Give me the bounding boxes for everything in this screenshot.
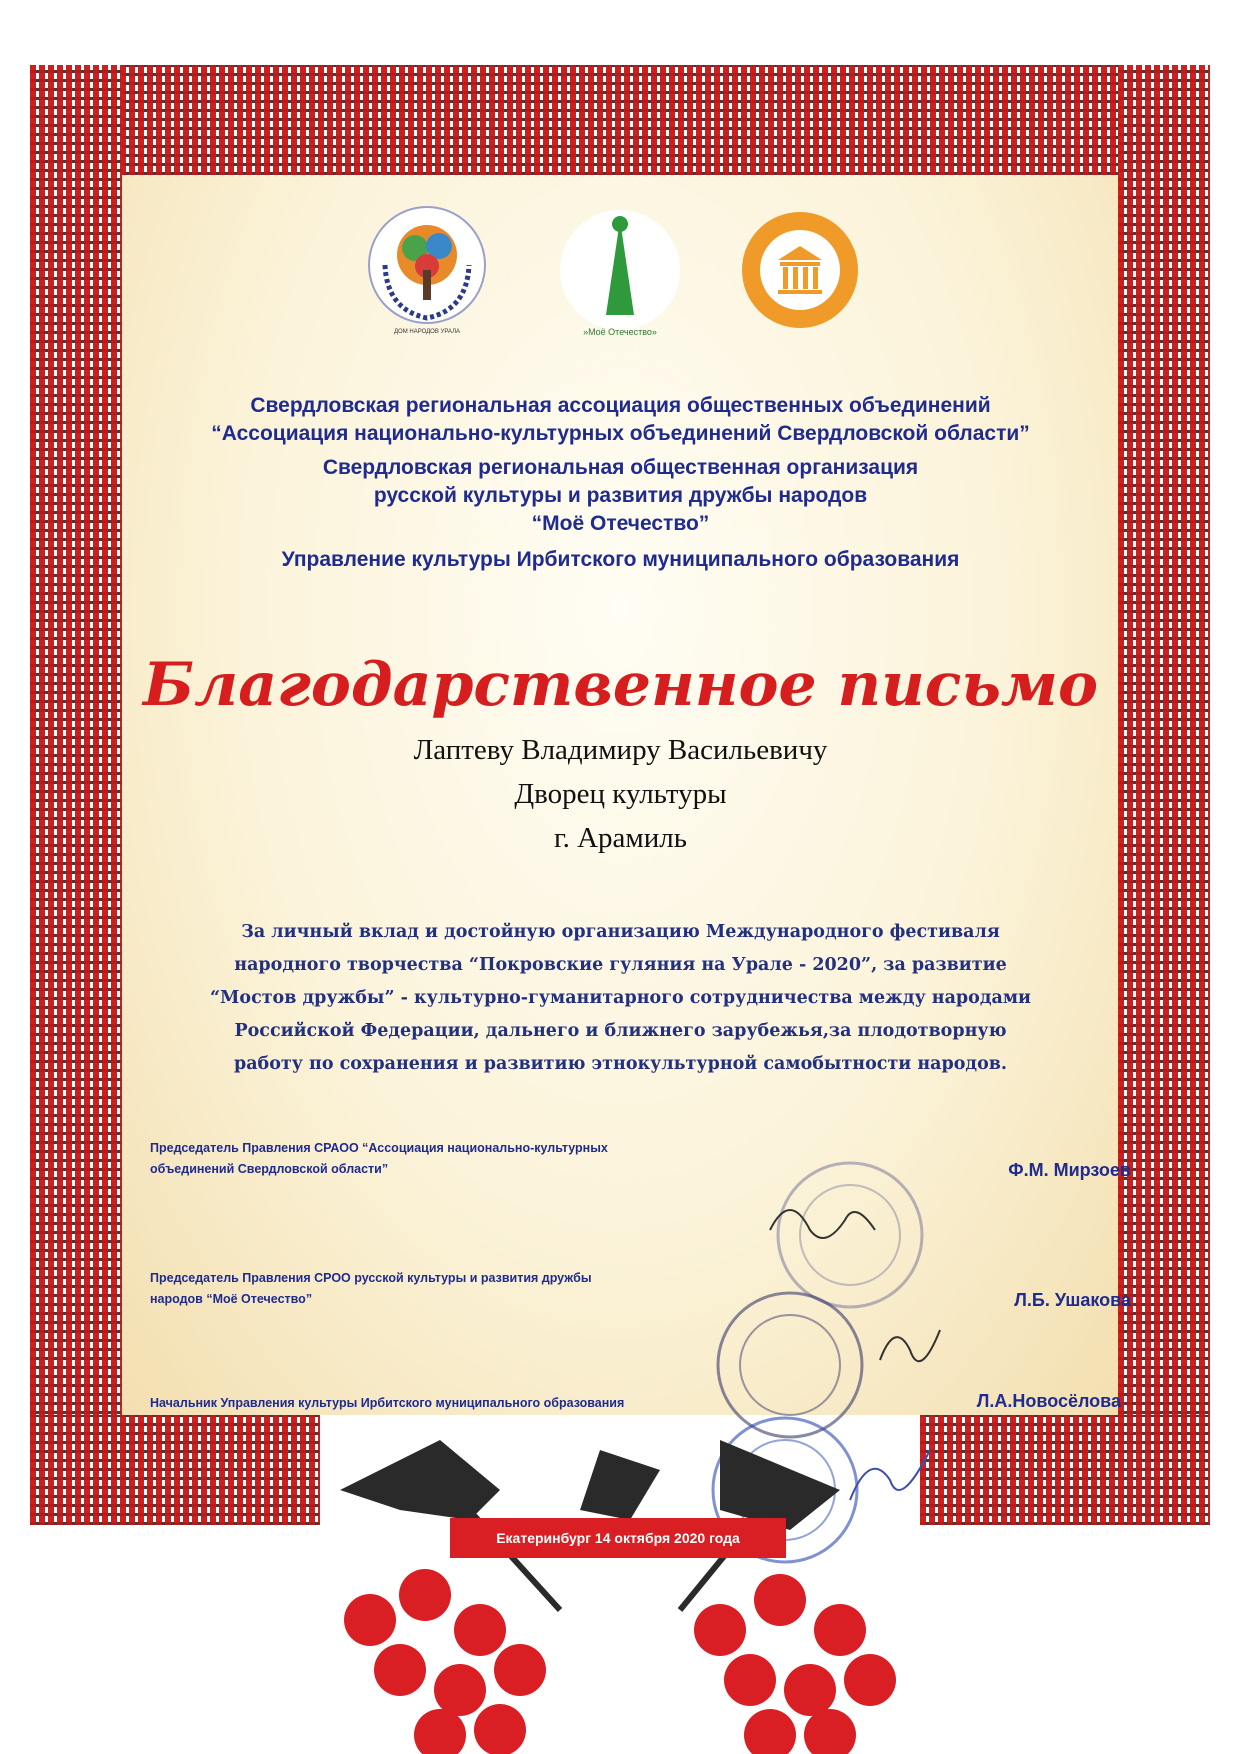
signature-role-line: народов “Моё Отечество” xyxy=(150,1292,313,1306)
signature-role-line: Председатель Правления СРАОО “Ассоциация национально-культурных xyxy=(150,1141,608,1155)
border-bottom-left xyxy=(30,1415,320,1525)
org-line-6: Управление культуры Ирбитского муниципального образования xyxy=(281,548,960,571)
org-line-4: русской культуры и развития дружбы народов xyxy=(373,484,868,507)
recipient-name: Лаптеву Владимиру Васильевичу xyxy=(413,734,828,766)
issue-date: Екатеринбург 14 октября 2020 года xyxy=(496,1530,740,1546)
culture-administration-logo xyxy=(740,210,860,330)
signature-role-3 xyxy=(150,1393,624,1414)
viburnum-ornament xyxy=(300,1430,940,1754)
signature-role-line: Начальник Управления культуры Ирбитского муниципального образования xyxy=(150,1396,625,1410)
gratitude-line: “Мостов дружбы” - культурно-гуманитарного сотрудничества между народами xyxy=(209,988,1032,1008)
gratitude-line: работу по сохранения и развитию этнокультурной самобытности народов. xyxy=(233,1054,1008,1074)
document-title: Благодарственное письмо xyxy=(143,650,1098,720)
svg-text:»Моё Отечество»: »Моё Отечество» xyxy=(583,327,657,337)
org-line-2: “Ассоциация национально-культурных объединений Свердловской области” xyxy=(211,422,1030,445)
dom-narodov-logo xyxy=(365,200,490,340)
signature-name-3: Л.А.Новосёлова xyxy=(976,1391,1121,1411)
date-plate xyxy=(450,1518,786,1558)
recipient-city: г. Арамиль xyxy=(553,822,687,854)
org-line-3: Свердловская региональная общественная организация xyxy=(322,456,919,479)
signature-role-line: объединений Свердловской области” xyxy=(150,1162,389,1176)
signature-role-1 xyxy=(150,1138,608,1180)
signature-name-1: Ф.М. Мирзоев xyxy=(1008,1160,1131,1180)
gratitude-text xyxy=(0,916,1241,1081)
gratitude-line: Российской Федерации, дальнего и ближнего зарубежья,за плодотворную xyxy=(234,1021,1007,1041)
org-line-5: “Моё Отечество” xyxy=(531,512,710,535)
moe-otechestvo-logo xyxy=(558,200,683,350)
organizations-block xyxy=(0,392,1241,574)
signature-role-line: Председатель Правления СРОО русской культуры и развития дружбы xyxy=(150,1271,592,1285)
recipient-block xyxy=(0,728,1241,860)
signature-role-2 xyxy=(150,1268,592,1310)
gratitude-line: За личный вклад и достойную организацию Международного фестиваля xyxy=(241,922,1000,942)
border-top xyxy=(30,65,1210,175)
gratitude-line: народного творчества “Покровские гуляния на Урале - 2020”, за развитие xyxy=(234,955,1007,975)
svg-text:ДОМ НАРОДОВ УРАЛА: ДОМ НАРОДОВ УРАЛА xyxy=(393,329,461,335)
org-line-1: Свердловская региональная ассоциация общественных объединений xyxy=(250,394,991,417)
signature-name-2: Л.Б. Ушакова xyxy=(1014,1290,1131,1310)
recipient-org: Дворец культуры xyxy=(514,778,727,810)
